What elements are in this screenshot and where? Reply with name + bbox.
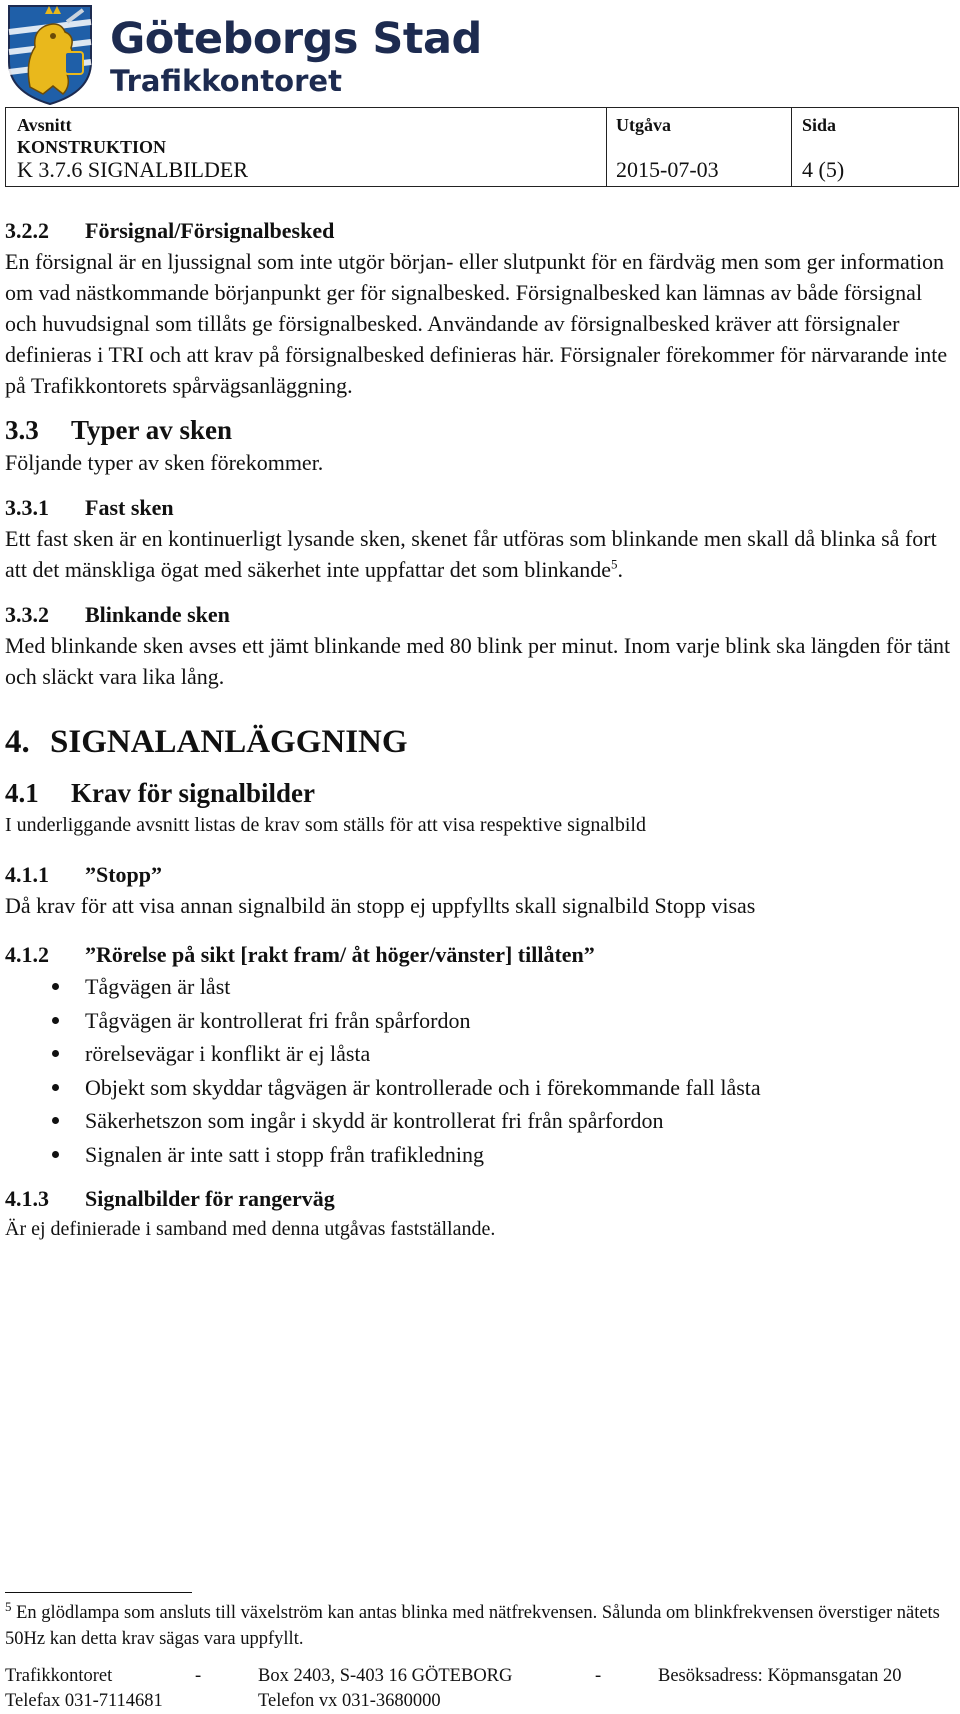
brand — [110, 14, 482, 98]
paragraph-blinkande: Med blinkande sken avses ett jämt blinkande med 80 blink per minut. Inom varje blink ska längden för tänt och släckt vara lika lång. — [5, 633, 951, 689]
section-heading-4-1 — [5, 776, 955, 810]
section-number: 4.1.2 — [5, 942, 49, 967]
footer-separator: - — [595, 1666, 602, 1686]
section-number: 3.3.1 — [5, 495, 49, 520]
paragraph-krav: I underliggande avsnitt listas de krav som ställs för att visa respektive signalbild — [5, 814, 646, 836]
document-body — [5, 215, 955, 1245]
document-header-table — [5, 107, 959, 187]
list-item: Signalen är inte satt i stopp från trafikledning — [5, 1138, 955, 1172]
section-label: Avsnitt — [17, 115, 72, 135]
list-item: rörelsevägar i konflikt är ej låsta — [5, 1037, 955, 1071]
brand-city: Göteborgs Stad — [110, 14, 482, 64]
section-value: KONSTRUKTION — [17, 137, 167, 157]
lion-coat-of-arms-icon — [5, 2, 95, 106]
section-heading-3-2-2 — [5, 215, 955, 246]
footer-phone: Telefon vx 031-3680000 — [258, 1691, 441, 1711]
list-item: Tågvägen är kontrollerat fri från spårfordon — [5, 1004, 955, 1038]
footer-address: Box 2403, S-403 16 GÖTEBORG — [258, 1666, 513, 1686]
brand-department: Trafikkontoret — [110, 64, 342, 98]
section-number: 3.3.2 — [5, 602, 49, 627]
section-number: 3.2.2 — [5, 218, 49, 243]
section-title: ”Rörelse på sikt [rakt fram/ åt höger/vänster] tillåten” — [85, 942, 595, 967]
section-title: ”Stopp” — [85, 862, 163, 887]
paragraph-forsignal: En försignal är en ljussignal som inte utgör början- eller slutpunkt för en färdväg men som ger information om vad nästkommande börjanpunkt ger för signalbesked. Försignalbesked kan lämnas av både försignal och huvudsignal som tillåts ge försignalbesked. Användande av försignalbesked kräver att försignaler definieras i TRI och att krav på försignalbesked definieras här. Försignaler förekommer för närvarande inte på Trafikkontorets spårvägsanläggning. — [5, 249, 948, 398]
footer-separator: - — [195, 1666, 202, 1686]
section-heading-4-1-2 — [5, 939, 955, 970]
section-title: Typer av sken — [71, 415, 233, 445]
section-number: 4.1.1 — [5, 862, 49, 887]
footnote-reference[interactable]: 5 — [611, 556, 618, 572]
footnote-number: 5 — [5, 1598, 12, 1614]
section-title: Signalbilder för rangerväg — [85, 1186, 335, 1211]
list-item: Objekt som skyddar tågvägen är kontrollerade och i förekommande fall låsta — [5, 1071, 955, 1105]
section-heading-4-1-1 — [5, 859, 955, 890]
page-footer — [5, 1664, 955, 1714]
section-title: Fast sken — [85, 495, 174, 520]
section-title: Krav för signalbilder — [71, 778, 316, 808]
page-number: 4 (5) — [802, 157, 845, 182]
footer-org: Trafikkontoret — [5, 1666, 113, 1686]
section-heading-3-3 — [5, 413, 955, 447]
footnote-separator — [5, 1592, 192, 1593]
list-item: Säkerhetszon som ingår i skydd är kontrollerat fri från spårfordon — [5, 1104, 955, 1138]
section-heading-4-1-3 — [5, 1183, 955, 1214]
paragraph-text: Ett fast sken är en kontinuerligt lysande sken, skenet får utföras som blinkande men skall då blinka så fort att det mänskliga ögat med säkerhet inte uppfattar det som blinkande — [5, 526, 937, 582]
section-number: 3.3 — [5, 415, 39, 445]
requirements-list — [5, 970, 955, 1171]
paragraph-fast-sken — [5, 523, 955, 585]
section-title: SIGNALANLÄGGNING — [50, 724, 408, 760]
footer-fax: Telefax 031-7114681 — [5, 1691, 163, 1711]
paragraph-rangervag: Är ej definierade i samband med denna utgåvas fastställande. — [5, 1218, 496, 1240]
page-label: Sida — [802, 115, 837, 135]
section-heading-3-3-2 — [5, 599, 955, 630]
section-number: 4.1 — [5, 778, 39, 808]
paragraph-stopp: Då krav för att visa annan signalbild än stopp ej uppfyllts skall signalbild Stopp visas — [5, 893, 756, 918]
chapter-heading-4 — [5, 722, 955, 762]
footnote — [5, 1600, 955, 1652]
footer-visit-address: Besöksadress: Köpmansgatan 20 — [658, 1666, 902, 1686]
section-number: 4.1.3 — [5, 1186, 49, 1211]
section-title: Blinkande sken — [85, 602, 230, 627]
paragraph-typer: Följande typer av sken förekommer. — [5, 450, 324, 475]
section-title: Försignal/Försignalbesked — [85, 218, 335, 243]
list-item: Tågvägen är låst — [5, 970, 955, 1004]
document-code: K 3.7.6 SIGNALBILDER — [17, 157, 248, 182]
section-heading-3-3-1 — [5, 492, 955, 523]
edition-label: Utgåva — [616, 115, 671, 135]
header-divider — [791, 108, 792, 186]
section-number: 4. — [5, 724, 30, 760]
edition-date: 2015-07-03 — [616, 157, 719, 182]
header-divider — [606, 108, 607, 186]
footnote-text: En glödlampa som ansluts till växelström kan antas blinka med nätfrekvensen. Sålunda om blinkfrekvensen överstiger nätets 50Hz kan detta krav sägas vara uppfyllt. — [5, 1603, 940, 1649]
paragraph-end: . — [617, 557, 624, 582]
